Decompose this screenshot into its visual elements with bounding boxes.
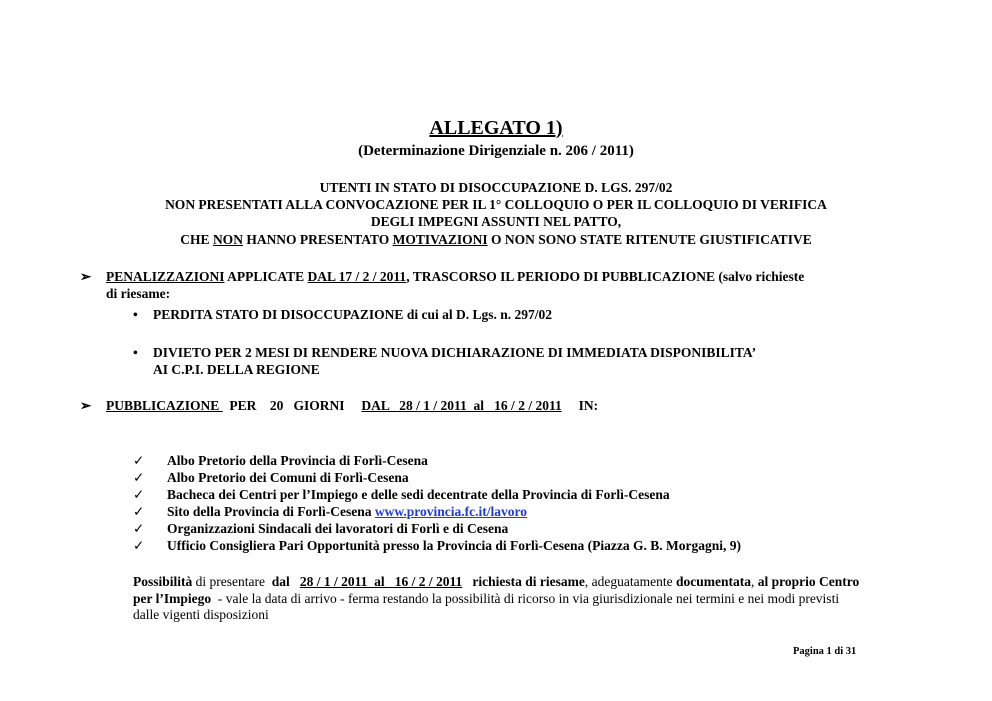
heading-line-3: DEGLI IMPEGNI ASSUNTI NEL PATTO, <box>370 214 622 229</box>
venue-label: Ufficio Consigliera Pari Opportunità presso la Provincia di Forlì-Cesena (Piazza G. B. Morgagni, 9) <box>167 538 741 553</box>
venue-label: Organizzazioni Sindacali dei lavoratori di Forlì e di Cesena <box>167 521 509 536</box>
heading-line-2: NON PRESENTATI ALLA CONVOCAZIONE PER IL 1° COLLOQUIO O PER IL COLLOQUIO DI VERIFICA <box>165 197 827 212</box>
venue-label: Albo Pretorio dei Comuni di Forlì-Cesena <box>167 470 409 485</box>
checkmark-icon: ✓ <box>133 504 145 519</box>
arrow-bullet-icon: ➢ <box>80 398 92 413</box>
heading-motivazioni: MOTIVAZIONI <box>392 232 488 247</box>
bullet-text: DIVIETO PER 2 MESI DI RENDERE NUOVA DICHIARAZIONE DI IMMEDIATA DISPONIBILITA’ <box>153 345 757 360</box>
review-richiesta: richiesta di riesame <box>462 574 585 589</box>
publication-period: DAL 28 / 1 / 2011 al 16 / 2 / 2011 <box>361 398 562 413</box>
bullet-strong: PERDITA STATO DI DISOCCUPAZIONE <box>153 307 407 322</box>
penalties-text: APPLICATE <box>224 269 308 284</box>
document-subtitle: (Determinazione Dirigenziale n. 206 / 2011) <box>358 143 634 159</box>
heading-line-1: UTENTI IN STATO DI DISOCCUPAZIONE D. LGS. 297/02 <box>319 180 673 195</box>
checkmark-icon: ✓ <box>133 470 145 485</box>
review-period: 28 / 1 / 2011 al 16 / 2 / 2011 <box>299 574 463 589</box>
heading-line-4 <box>0 232 992 248</box>
checkmark-icon: ✓ <box>133 521 145 536</box>
publication-line <box>80 398 598 414</box>
review-possibilita: Possibilità <box>133 574 193 589</box>
page-number: Pagina 1 di 31 <box>793 646 857 657</box>
venue-item-3 <box>133 487 670 503</box>
checkmark-icon: ✓ <box>133 538 145 553</box>
heading-non: NON <box>212 232 243 247</box>
penalties-line-1 <box>80 269 804 285</box>
bullet-icon: • <box>133 345 138 360</box>
document-title: ALLEGATO 1) <box>429 117 563 139</box>
checkmark-icon: ✓ <box>133 453 145 468</box>
review-text: , adeguatamente <box>584 574 676 589</box>
penalties-text: , TRASCORSO IL PERIODO DI PUBBLICAZIONE (salvo richieste <box>406 269 805 284</box>
venue-label: Sito della Provincia di Forlì-Cesena <box>167 504 375 519</box>
venue-item-6 <box>133 538 741 554</box>
penalty-bullet-1 <box>133 307 552 323</box>
publication-text: IN: <box>561 398 599 413</box>
penalty-bullet-2-cont: AI C.P.I. DELLA REGIONE <box>153 362 320 377</box>
venue-item-4 <box>133 504 527 520</box>
bullet-rest: di cui al D. Lgs. n. 297/02 <box>406 307 552 322</box>
review-paragraph <box>133 574 868 624</box>
venue-item-2 <box>133 470 409 486</box>
site-link[interactable]: www.provincia.fc.it/lavoro <box>374 504 527 519</box>
penalty-bullet-2 <box>133 345 756 361</box>
penalties-label: PENALIZZAZIONI <box>106 269 225 284</box>
penalties-date: DAL 17 / 2 / 2011 <box>307 269 407 284</box>
review-text: di presentare <box>192 574 272 589</box>
arrow-bullet-icon: ➢ <box>80 269 92 284</box>
checkmark-icon: ✓ <box>133 487 145 502</box>
penalties-line-2: di riesame: <box>106 286 171 301</box>
heading-text: HANNO PRESENTATO <box>242 232 393 247</box>
venue-item-5 <box>133 521 508 537</box>
review-al-centro: al proprio Centro per l’Impiego <box>133 574 860 606</box>
review-dal: dal <box>271 574 300 589</box>
venue-item-1 <box>133 453 428 469</box>
bullet-icon: • <box>133 307 138 322</box>
review-text: - vale la data di arrivo - ferma restando la possibilità di ricorso in via giurisdizionale nei termini e nei modi previsti dalle vigenti disposizioni <box>133 590 843 622</box>
heading-text: CHE <box>180 232 213 247</box>
venue-label: Albo Pretorio della Provincia di Forlì-Cesena <box>167 453 428 468</box>
publication-label: PUBBLICAZIONE <box>106 398 223 413</box>
review-documentata: documentata <box>675 574 751 589</box>
review-text: , <box>750 574 758 589</box>
heading-text: O NON SONO STATE RITENUTE GIUSTIFICATIVE <box>487 232 812 247</box>
publication-text: PER 20 GIORNI <box>222 398 362 413</box>
venue-label: Bacheca dei Centri per l’Impiego e delle sedi decentrate della Provincia di Forlì-Cesena <box>167 487 670 502</box>
